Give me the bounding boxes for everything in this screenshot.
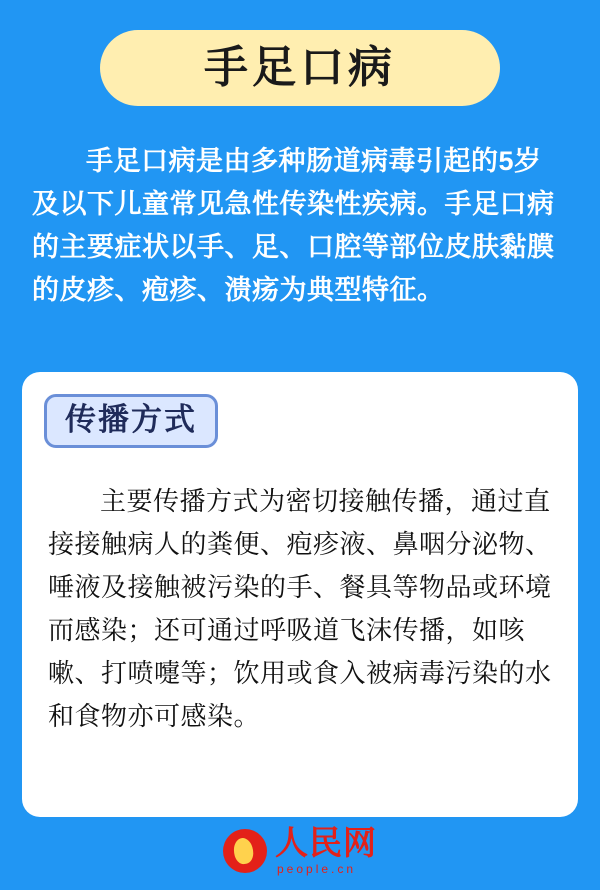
section-tag-label: 传播方式 (65, 402, 197, 437)
logo-name-en: people.cn (277, 862, 357, 876)
people-cn-flame-icon (223, 829, 267, 873)
page-title: 手足口病 (204, 43, 396, 92)
transmission-body: 主要传播方式为密切接触传播，通过直接接触病人的粪便、疱疹液、鼻咽分泌物、唾液及接触被污染的手、餐具等物品或环境而感染；还可通过呼吸道飞沫传播，如咳嗽、打喷嚏等；饮用或食入被病毒污染的水和食物亦可感染。 (48, 486, 552, 731)
title-banner (100, 30, 500, 106)
section-tag (44, 394, 218, 448)
intro-paragraph: 手足口病是由多种肠道病毒引起的5岁及以下儿童常见急性传染性疾病。手足口病的主要症状以手、足、口腔等部位皮肤黏膜的皮疹、疱疹、溃疡为典型特征。 (32, 146, 555, 305)
logo-name-cn: 人民网 (275, 824, 377, 861)
transmission-card (22, 372, 578, 817)
footer-logo (0, 826, 600, 875)
logo-text (275, 826, 377, 875)
